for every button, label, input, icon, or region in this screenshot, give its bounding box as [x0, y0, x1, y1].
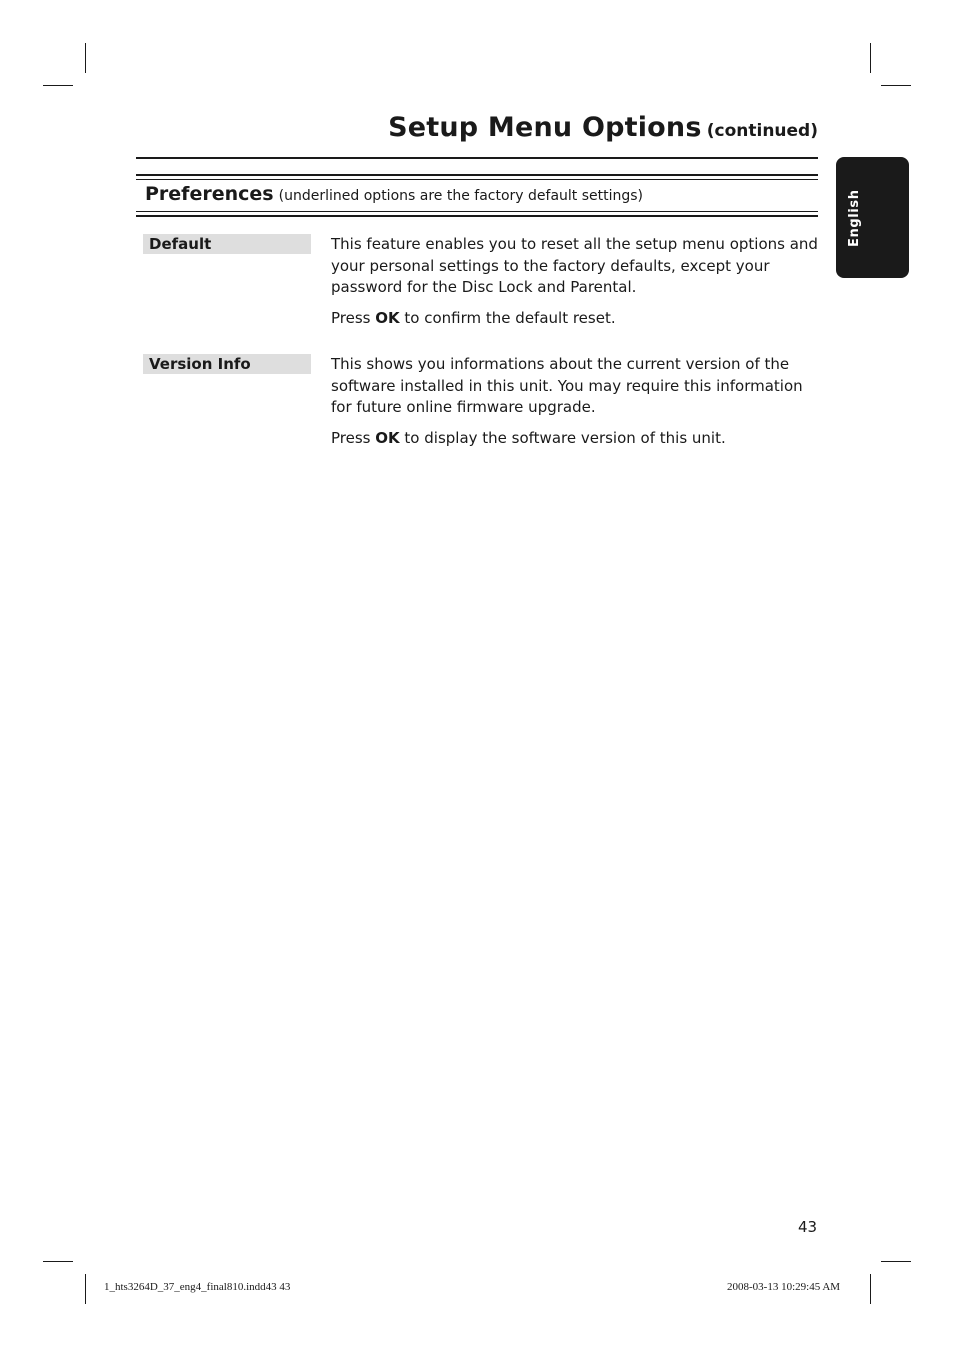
- option-instruction-default: [331, 308, 821, 330]
- instruction-suffix: to confirm the default reset.: [404, 309, 616, 327]
- crop-mark: [85, 43, 86, 73]
- option-description-default: This feature enables you to reset all the setup menu options and your personal settings to the factory defaults, except your password for the Disc Lock and Parental.: [331, 235, 818, 296]
- section-divider: [136, 215, 818, 217]
- section-divider: [136, 179, 818, 180]
- crop-mark: [870, 43, 871, 73]
- crop-mark: [43, 1261, 73, 1262]
- ok-key-label: OK: [375, 309, 400, 327]
- footer-file-name: 1_hts3264D_37_eng4_final810.indd43 43: [104, 1281, 291, 1293]
- page-number: 43: [798, 1218, 818, 1236]
- option-description-version-info: This shows you informations about the current version of the software installed in this unit. You may require this information for future online firmware upgrade.: [331, 355, 803, 416]
- crop-mark: [85, 1274, 86, 1304]
- crop-mark: [870, 1274, 871, 1304]
- crop-mark: [43, 85, 73, 86]
- crop-mark: [881, 1261, 911, 1262]
- section-note: (underlined options are the factory default settings): [278, 188, 644, 204]
- instruction-suffix: to display the software version of this unit.: [404, 429, 726, 447]
- section-divider: [136, 211, 818, 212]
- instruction-prefix: Press: [331, 309, 371, 327]
- crop-mark: [881, 85, 911, 86]
- option-instruction-version-info: [331, 428, 821, 450]
- option-label-version-info: Version Info: [143, 354, 311, 374]
- instruction-prefix: Press: [331, 429, 371, 447]
- page-title-suffix: (continued): [706, 121, 818, 141]
- title-divider: [136, 157, 818, 159]
- language-tab: [836, 157, 909, 278]
- ok-key-label: OK: [375, 429, 400, 447]
- page-title-text: Setup Menu Options: [388, 112, 702, 143]
- section-header: [145, 183, 643, 205]
- option-label-default: Default: [143, 234, 311, 254]
- page-title: [136, 112, 818, 143]
- language-tab-label: English: [847, 189, 862, 247]
- section-divider: [136, 174, 818, 176]
- section-title: Preferences: [145, 183, 274, 205]
- footer-timestamp: 2008-03-13 10:29:45 AM: [727, 1281, 841, 1293]
